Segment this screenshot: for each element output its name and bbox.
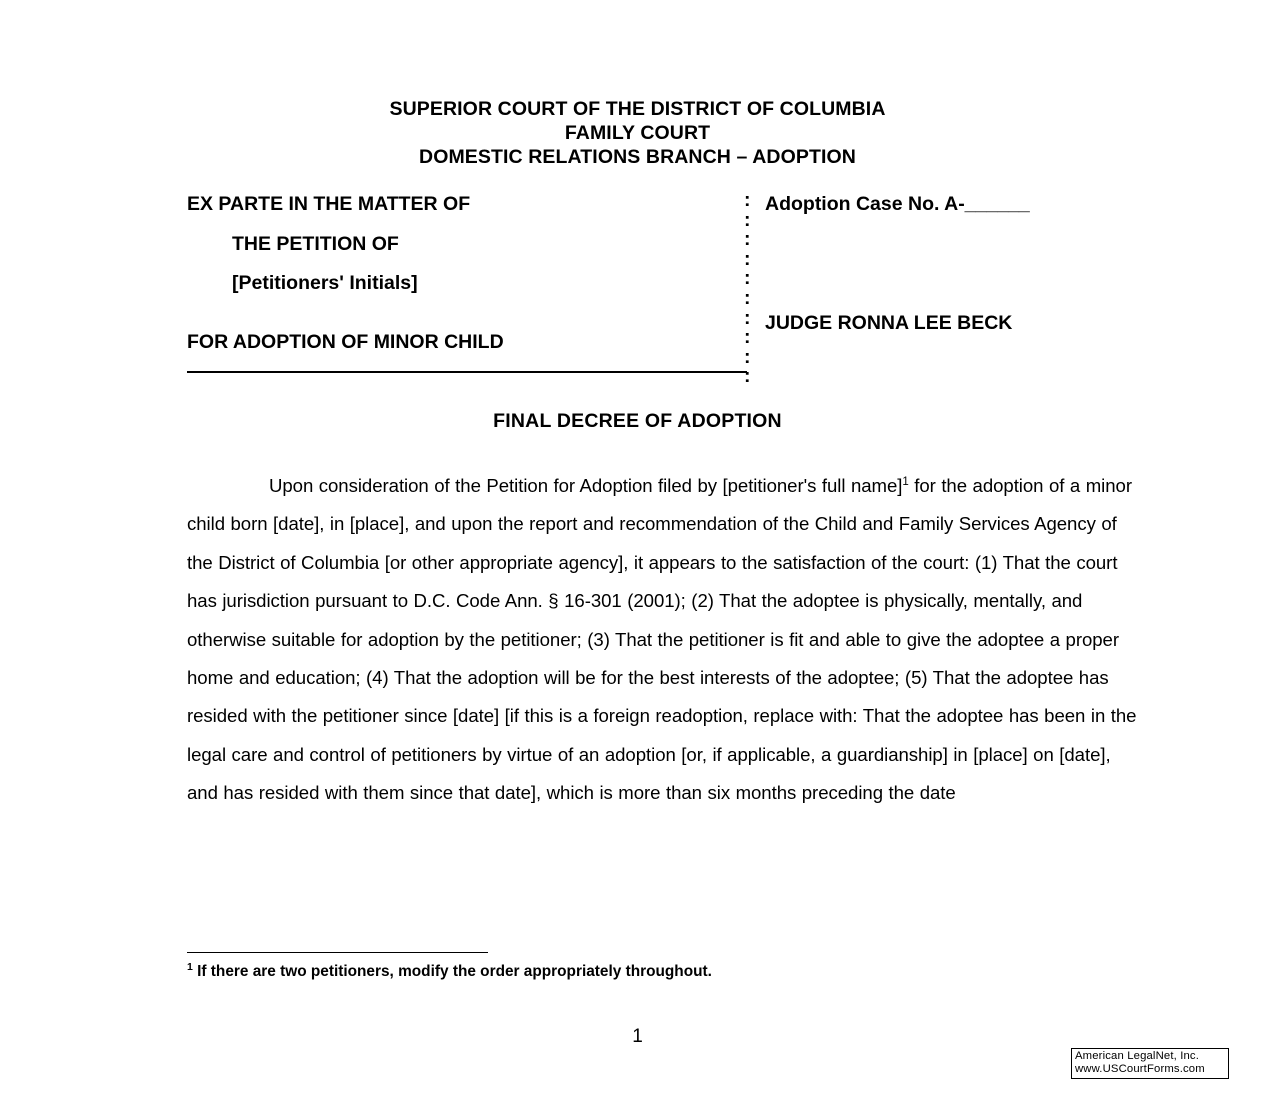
colon-glyph: : bbox=[744, 208, 751, 231]
caption-petition-line: THE PETITION OF bbox=[232, 233, 399, 255]
vendor-website: www.USCourtForms.com bbox=[1075, 1063, 1205, 1076]
colon-glyph: : bbox=[744, 326, 751, 349]
footnote-marker: 1 bbox=[187, 960, 193, 973]
footnote-separator-rule bbox=[187, 952, 488, 953]
court-header bbox=[0, 97, 1275, 169]
footnote-text: If there are two petitioners, modify the order appropriately throughout. bbox=[192, 963, 712, 980]
judge-name-label: JUDGE RONNA LEE BECK bbox=[765, 312, 1013, 334]
decree-body-paragraph bbox=[187, 467, 1137, 813]
caption-colon-divider bbox=[744, 191, 758, 387]
vendor-watermark bbox=[1071, 1048, 1229, 1079]
colon-glyph: : bbox=[744, 267, 751, 290]
colon-glyph: : bbox=[744, 345, 751, 368]
colon-glyph: : bbox=[744, 286, 751, 309]
court-header-line-3: DOMESTIC RELATIONS BRANCH – ADOPTION bbox=[419, 146, 856, 168]
court-header-line-2: FAMILY COURT bbox=[564, 122, 711, 144]
case-number-label: Adoption Case No. A-______ bbox=[765, 193, 1030, 215]
decree-title: FINAL DECREE OF ADOPTION bbox=[493, 410, 782, 432]
case-caption-block bbox=[187, 189, 1147, 388]
decree-body-part-2: for the adoption of a minor child born [date], in [place], and upon the report and recommendation of the Child and Family Services Agency of the District of Columbia [or other appropriate agency], it appears to the satisfaction of the court: (1) That the court has jurisdiction pursuant to D.C. Code Ann. § 16-301 (2001); (2) That the adoptee is physically, mentally, and otherwise suitable for adoption by the petitioner; (3) That the petitioner is fit and able to give the adoptee a proper home and education; (4) That the adoption will be for the best interests of the adoptee; (5) That the adoptee has resided with the petitioner since [date] [if this is a foreign readoption, replace with: That the adoptee has been in the legal care and control of petitioners by virtue of an adoption [or, if applicable, a guardianship] in [place] on [date], and has resided with them since that date], which is more than six months preceding the date bbox=[187, 475, 1137, 804]
court-header-line-1: SUPERIOR COURT OF THE DISTRICT OF COLUMBIA bbox=[389, 98, 886, 120]
colon-glyph: : bbox=[744, 247, 751, 270]
footnote-reference-marker: 1 bbox=[902, 475, 909, 488]
colon-glyph: : bbox=[744, 189, 751, 211]
caption-adoption-line: FOR ADOPTION OF MINOR CHILD bbox=[187, 331, 504, 353]
caption-matter-line: EX PARTE IN THE MATTER OF bbox=[187, 193, 471, 215]
colon-glyph: : bbox=[744, 228, 751, 251]
colon-glyph: : bbox=[744, 306, 751, 329]
page-number: 1 bbox=[632, 1026, 643, 1047]
decree-body bbox=[187, 467, 1137, 813]
decree-body-part-1: Upon consideration of the Petition for Adoption filed by [petitioner's full name] bbox=[269, 475, 903, 496]
colon-glyph: : bbox=[744, 365, 751, 388]
vendor-name: American LegalNet, Inc. bbox=[1075, 1050, 1200, 1062]
caption-bottom-rule bbox=[187, 371, 747, 373]
caption-petitioners-initials-line: [Petitioners' Initials] bbox=[232, 272, 418, 294]
footnote bbox=[187, 962, 1087, 982]
